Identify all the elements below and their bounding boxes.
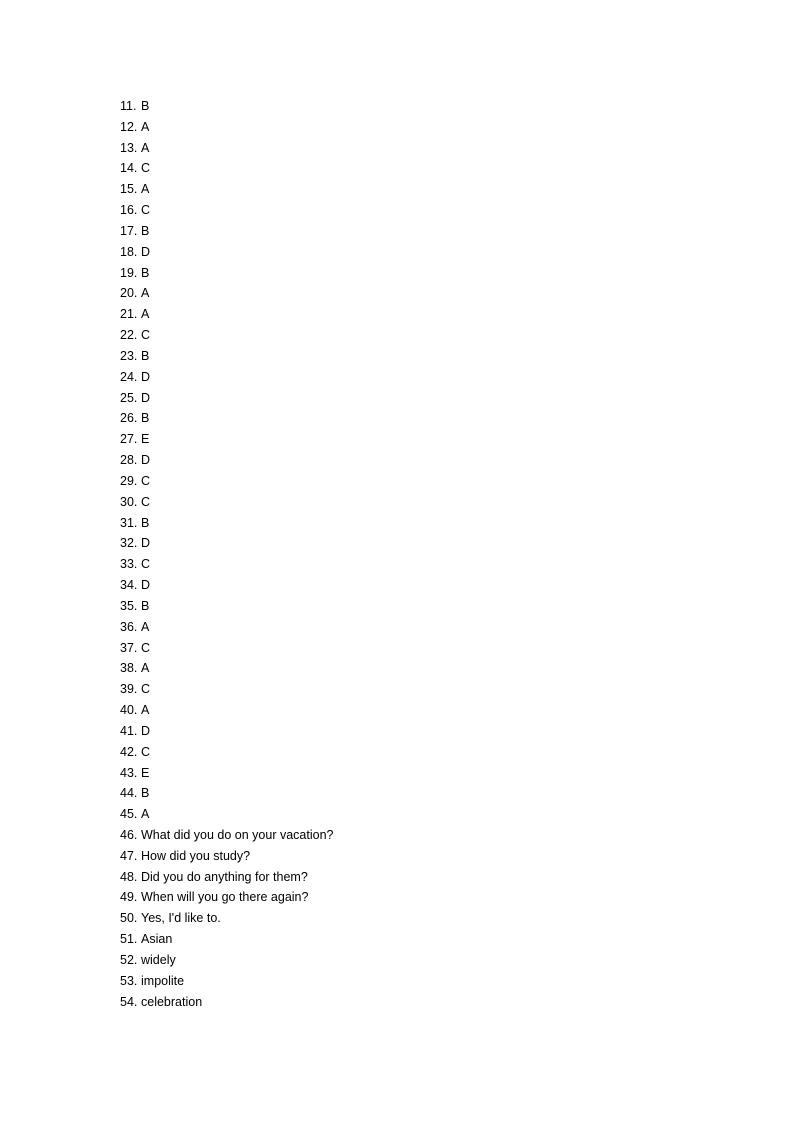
answer-text: C	[141, 494, 151, 509]
answer-item	[120, 138, 333, 159]
answer-number: 28.	[120, 453, 138, 468]
answer-text: B	[141, 348, 150, 363]
answer-item	[120, 471, 333, 492]
answer-number: 37.	[120, 640, 138, 655]
answer-item	[120, 325, 333, 346]
answer-text: When will you go there again?	[141, 890, 309, 905]
answer-number: 30.	[120, 494, 138, 509]
answer-text: C	[141, 640, 151, 655]
answer-number: 41.	[120, 723, 138, 738]
answer-number: 39.	[120, 682, 138, 697]
answer-text: How did you study?	[141, 848, 251, 863]
answer-number: 44.	[120, 786, 138, 801]
answer-number: 48.	[120, 869, 138, 884]
answer-number: 36.	[120, 619, 138, 634]
answer-text: B	[141, 265, 150, 280]
answer-number: 40.	[120, 703, 138, 718]
answer-number: 38.	[120, 661, 138, 676]
answer-item	[120, 908, 333, 929]
answer-item	[120, 575, 333, 596]
answer-number: 49.	[120, 890, 138, 905]
answer-text: A	[141, 619, 150, 634]
answer-text: A	[141, 661, 150, 676]
answer-number: 19.	[120, 265, 138, 280]
answer-number: 26.	[120, 411, 138, 426]
answer-number: 11.	[120, 99, 137, 113]
answer-item	[120, 242, 333, 263]
answer-number: 12.	[120, 119, 138, 134]
answer-number: 34.	[120, 578, 138, 593]
answer-item	[120, 658, 333, 679]
answer-item	[120, 825, 333, 846]
answer-number: 43.	[120, 765, 138, 780]
answer-text: B	[141, 223, 150, 238]
answer-item	[120, 679, 333, 700]
answer-number: 16.	[120, 203, 138, 218]
answer-number: 14.	[120, 161, 138, 176]
answer-text: D	[141, 536, 151, 551]
answer-item	[120, 617, 333, 638]
answer-text: B	[141, 598, 150, 613]
answer-text: celebration	[141, 994, 203, 1009]
answer-item	[120, 533, 333, 554]
answer-text: D	[141, 244, 151, 259]
answer-text: C	[141, 328, 151, 343]
answer-number: 32.	[120, 536, 138, 551]
answer-number: 21.	[120, 307, 138, 322]
answer-item	[120, 742, 333, 763]
answer-text: What did you do on your vacation?	[141, 827, 334, 842]
answer-number: 50.	[120, 911, 138, 926]
answer-text: Asian	[141, 932, 173, 947]
answer-item	[120, 700, 333, 721]
answer-number: 52.	[120, 952, 138, 967]
answer-number: 17.	[120, 223, 138, 238]
answer-text: C	[141, 161, 151, 176]
answer-number: 18.	[120, 244, 138, 259]
answer-number: 45.	[120, 807, 138, 822]
answer-text: A	[141, 286, 150, 301]
answer-item	[120, 929, 333, 950]
answer-text: Did you do anything for them?	[141, 869, 308, 884]
answer-item	[120, 408, 333, 429]
answer-number: 20.	[120, 286, 138, 301]
answer-text: B	[141, 411, 150, 426]
answer-item	[120, 887, 333, 908]
answer-text: Yes, I'd like to.	[141, 911, 221, 926]
answer-text: E	[141, 765, 150, 780]
answer-item	[120, 179, 333, 200]
answer-item	[120, 221, 333, 242]
answer-number: 54.	[120, 994, 138, 1009]
answer-item	[120, 492, 333, 513]
answer-item	[120, 388, 333, 409]
answer-item	[120, 96, 333, 117]
answer-item	[120, 950, 333, 971]
answer-number: 51.	[120, 932, 138, 947]
answer-item	[120, 367, 333, 388]
answer-number: 31.	[120, 515, 138, 530]
answer-text: C	[141, 473, 151, 488]
answer-number: 13.	[120, 140, 138, 155]
answer-key-list	[120, 96, 333, 1012]
answer-number: 27.	[120, 432, 138, 447]
answer-item	[120, 721, 333, 742]
answer-item	[120, 200, 333, 221]
answer-text: E	[141, 432, 150, 447]
answer-item	[120, 783, 333, 804]
answer-item	[120, 846, 333, 867]
answer-text: C	[141, 203, 151, 218]
answer-text: D	[141, 723, 151, 738]
answer-number: 29.	[120, 473, 138, 488]
answer-item	[120, 971, 333, 992]
answer-item	[120, 158, 333, 179]
answer-text: A	[141, 140, 150, 155]
answer-text: C	[141, 557, 151, 572]
answer-item	[120, 283, 333, 304]
answer-text: D	[141, 390, 151, 405]
answer-item	[120, 638, 333, 659]
answer-number: 42.	[120, 744, 138, 759]
answer-item	[120, 304, 333, 325]
answer-item	[120, 804, 333, 825]
answer-item	[120, 263, 333, 284]
answer-item	[120, 429, 333, 450]
answer-text: C	[141, 744, 151, 759]
answer-text: A	[141, 703, 150, 718]
answer-number: 53.	[120, 973, 138, 988]
answer-text: B	[141, 515, 150, 530]
answer-text: D	[141, 453, 151, 468]
answer-item	[120, 596, 333, 617]
answer-text: impolite	[141, 973, 185, 988]
answer-item	[120, 513, 333, 534]
answer-text: A	[141, 307, 150, 322]
answer-text: B	[141, 99, 150, 113]
answer-text: C	[141, 682, 151, 697]
answer-item	[120, 554, 333, 575]
answer-number: 22.	[120, 328, 138, 343]
answer-number: 33.	[120, 557, 138, 572]
answer-text: D	[141, 369, 151, 384]
answer-item	[120, 763, 333, 784]
answer-item	[120, 117, 333, 138]
answer-text: widely	[141, 952, 176, 967]
answer-text: D	[141, 578, 151, 593]
answer-text: A	[141, 119, 150, 134]
answer-text: A	[141, 807, 150, 822]
answer-number: 23.	[120, 348, 138, 363]
answer-text: A	[141, 182, 150, 197]
answer-number: 35.	[120, 598, 138, 613]
answer-number: 46.	[120, 827, 138, 842]
answer-number: 15.	[120, 182, 138, 197]
answer-item	[120, 346, 333, 367]
answer-number: 47.	[120, 848, 138, 863]
answer-number: 24.	[120, 369, 138, 384]
answer-text: B	[141, 786, 150, 801]
answer-number: 25.	[120, 390, 138, 405]
answer-item	[120, 450, 333, 471]
answer-item	[120, 992, 333, 1013]
answer-item	[120, 867, 333, 888]
